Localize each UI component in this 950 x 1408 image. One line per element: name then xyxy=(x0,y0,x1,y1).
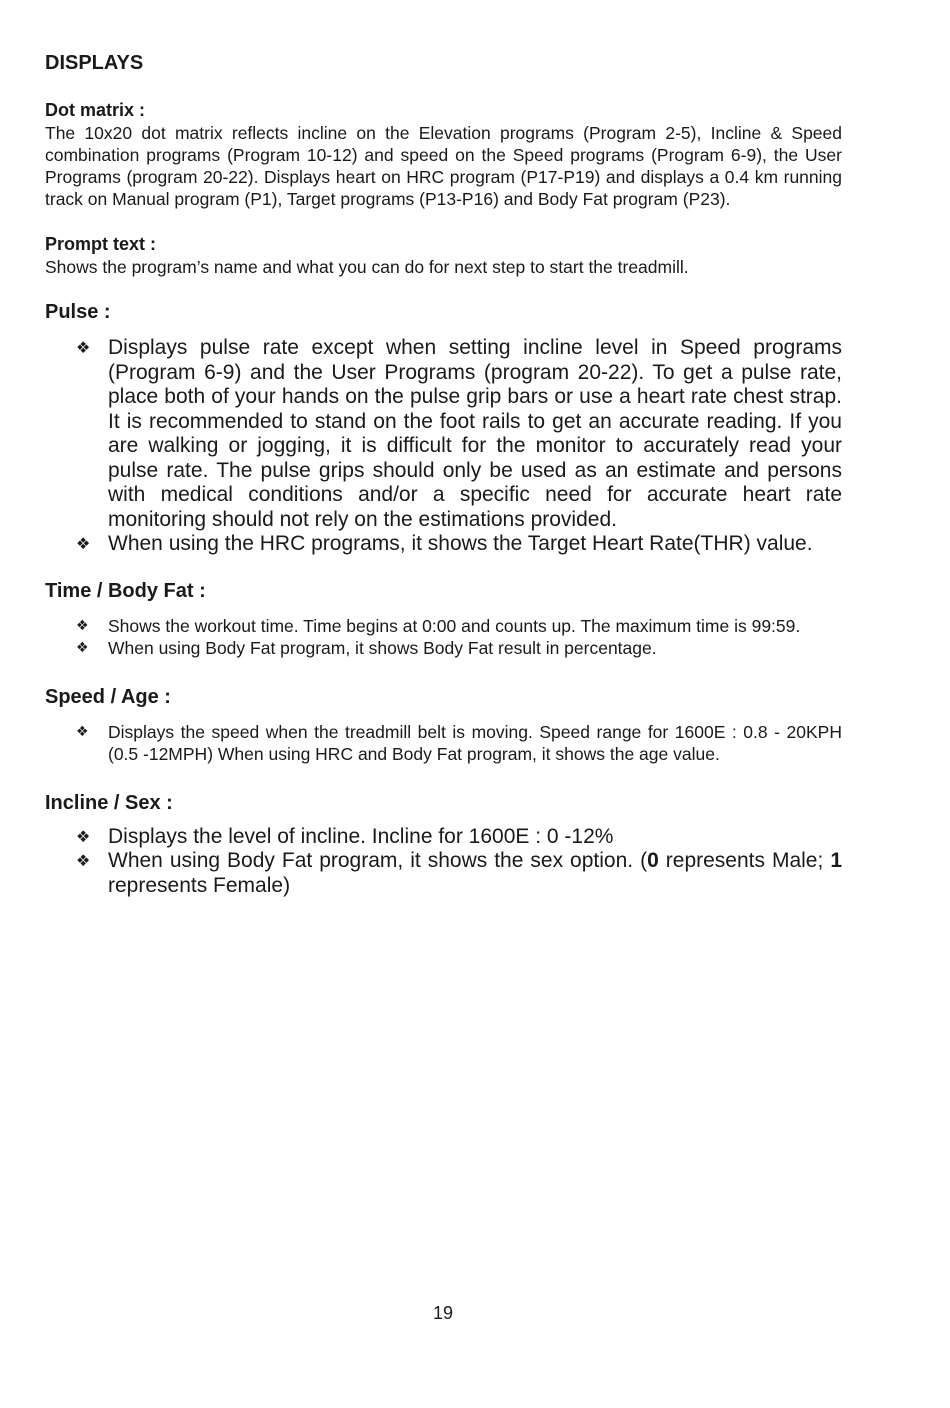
dot-matrix-heading: Dot matrix : xyxy=(45,100,146,120)
female-code: 1 xyxy=(830,849,842,872)
sex-bullet-part: When using Body Fat program, it shows the sex option. ( xyxy=(108,849,648,872)
diamond-bullet-icon: ❖ xyxy=(76,639,89,656)
dot-matrix-text: The 10x20 dot matrix reflects incline on the Elevation programs (Program 2-5), Incline & Speed combination programs (Program 10-12) and speed on the Speed programs (Program 6-9), the User Programs (program 20-22). Displays heart on HRC program (P17-P19) and displays a 0.4 km running track on Manual program (P1), Target programs (P13-P16) and Body Fat program (P23). xyxy=(45,123,842,209)
speed-age-section xyxy=(45,683,842,765)
pulse-bullet-list xyxy=(45,336,842,557)
sex-bullet-text xyxy=(108,849,842,897)
list-item xyxy=(45,336,842,532)
body-fat-bullet-text: When using Body Fat program, it shows Body Fat result in percentage. xyxy=(108,637,657,658)
sex-bullet-part: represents Male; xyxy=(658,849,831,872)
page-number: 19 xyxy=(432,1303,454,1323)
incline-sex-section xyxy=(45,789,842,899)
pulse-bullet-text: Displays pulse rate except when setting incline level in Speed programs (Program 6-9) and the User Programs (program 20-22). To get a pulse rate, place both of your hands on the pulse grip bars or use a heart rate chest strap. It is recommended to stand on the foot rails to get an accurate reading. If you are walking or jogging, it is difficult for the monitor to accurately read your pulse rate. The pulse grips should only be used as an estimate and persons with medical conditions and/or a specific need for accurate heart rate monitoring should not rely on the estimations provided. xyxy=(108,336,842,531)
diamond-bullet-icon: ❖ xyxy=(76,338,91,357)
incline-sex-heading: Incline / Sex : xyxy=(45,791,173,814)
pulse-section xyxy=(45,298,842,557)
pulse-heading: Pulse : xyxy=(45,301,111,323)
speed-age-bullet-list xyxy=(45,721,842,765)
list-item xyxy=(45,532,842,557)
dot-matrix-section xyxy=(45,98,842,210)
time-bullet-text: Shows the workout time. Time begins at 0:00 and counts up. The maximum time is 99:59. xyxy=(108,615,801,636)
prompt-text-section xyxy=(45,232,842,278)
pulse-bullet-text: When using the HRC programs, it shows the Target Heart Rate(THR) value. xyxy=(108,532,813,555)
incline-bullet-text: Displays the level of incline. Incline for 1600E : 0 -12% xyxy=(108,824,614,848)
diamond-bullet-icon: ❖ xyxy=(76,851,91,870)
diamond-bullet-icon: ❖ xyxy=(76,617,89,634)
time-body-fat-bullet-list xyxy=(45,615,842,659)
speed-bullet-text: Displays the speed when the treadmill belt is moving. Speed range for 1600E : 0.8 - 20KPH (0.5 -12MPH) When using HRC and Body Fat program, it shows the age value. xyxy=(108,721,842,764)
list-item xyxy=(45,849,842,898)
diamond-bullet-icon: ❖ xyxy=(76,826,91,846)
diamond-bullet-icon: ❖ xyxy=(76,723,89,740)
page-title: DISPLAYS xyxy=(45,52,144,74)
prompt-text-text: Shows the program’s name and what you can do for next step to start the treadmill. xyxy=(45,257,689,277)
list-item xyxy=(45,825,842,850)
prompt-text-heading: Prompt text : xyxy=(45,234,157,254)
male-code: 0 xyxy=(647,849,659,872)
diamond-bullet-icon: ❖ xyxy=(76,534,91,553)
time-body-fat-heading: Time / Body Fat : xyxy=(45,579,206,602)
list-item xyxy=(45,637,842,659)
incline-sex-bullet-list xyxy=(45,825,842,899)
manual-page xyxy=(45,50,842,898)
time-body-fat-section xyxy=(45,577,842,659)
sex-bullet-part: represents Female) xyxy=(108,873,291,897)
list-item xyxy=(45,615,842,637)
speed-age-heading: Speed / Age : xyxy=(45,685,171,708)
list-item xyxy=(45,721,842,765)
